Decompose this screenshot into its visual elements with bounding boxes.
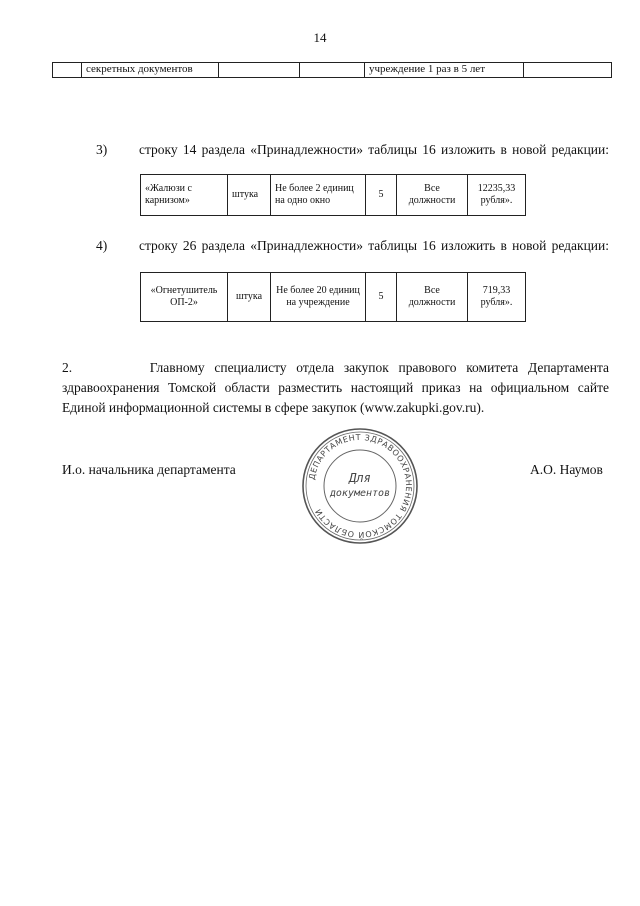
paragraph-2 (62, 358, 609, 418)
svg-text:документов: документов (329, 488, 391, 499)
table-cell (53, 63, 82, 78)
item-text: строку 26 раздела «Принадлежности» таблицы 16 изложить в новой редакции: (139, 238, 609, 253)
quantity-cell: Не более 20 единиц на учреждение (271, 273, 366, 322)
item-name-cell: «Огнетушитель ОП-2» (141, 273, 228, 322)
unit-cell: штука (228, 175, 271, 216)
signatory-name: А.О. Наумов (530, 462, 603, 477)
paragraph-line: Единой информационной системы в сфере закупок (www.zakupki.gov.ru). (62, 400, 485, 415)
svg-text:ДЕПАРТАМЕНТ ЗДРАВООХРАНЕНИЯ ТО: ДЕПАРТАМЕНТ ЗДРАВООХРАНЕНИЯ ТОМСКОЙ ОБЛАСТИ (307, 432, 414, 540)
official-stamp (300, 426, 420, 546)
table-cell (524, 63, 612, 78)
amendment-table-1 (140, 174, 526, 216)
signatory-position: И.о. начальника департамента (62, 462, 236, 477)
years-cell: 5 (366, 175, 397, 216)
item-name-cell: «Жалюзи с карнизом» (141, 175, 228, 216)
table-row (141, 175, 526, 216)
positions-cell: Все должности (397, 175, 468, 216)
price-cell: 12235,33 рубля». (468, 175, 526, 216)
amendment-table-2 (140, 272, 526, 322)
continuation-table-row (52, 62, 612, 78)
table-cell: учреждение 1 раз в 5 лет (365, 63, 524, 78)
item-text: строку 14 раздела «Принадлежности» таблицы 16 изложить в новой редакции: (139, 142, 609, 157)
page-number: 14 (313, 30, 327, 45)
paragraph-line: здравоохранения Томской области разместить настоящий приказ на официальном сайте (62, 380, 609, 395)
years-cell: 5 (366, 273, 397, 322)
item-number: 3) (96, 142, 108, 157)
svg-text:Для: Для (349, 471, 371, 485)
table-row (53, 63, 612, 78)
item-number: 4) (96, 238, 108, 253)
positions-cell: Все должности (397, 273, 468, 322)
quantity-cell: Не более 2 единиц на одно окно (271, 175, 366, 216)
table-row (141, 273, 526, 322)
table-cell: секретных документов (82, 63, 219, 78)
paragraph-line: 2. Главному специалисту отдела закупок правового комитета Департамента (62, 360, 609, 375)
table-cell (219, 63, 300, 78)
unit-cell: штука (228, 273, 271, 322)
price-cell: 719,33 рубля». (468, 273, 526, 322)
table-cell (300, 63, 365, 78)
